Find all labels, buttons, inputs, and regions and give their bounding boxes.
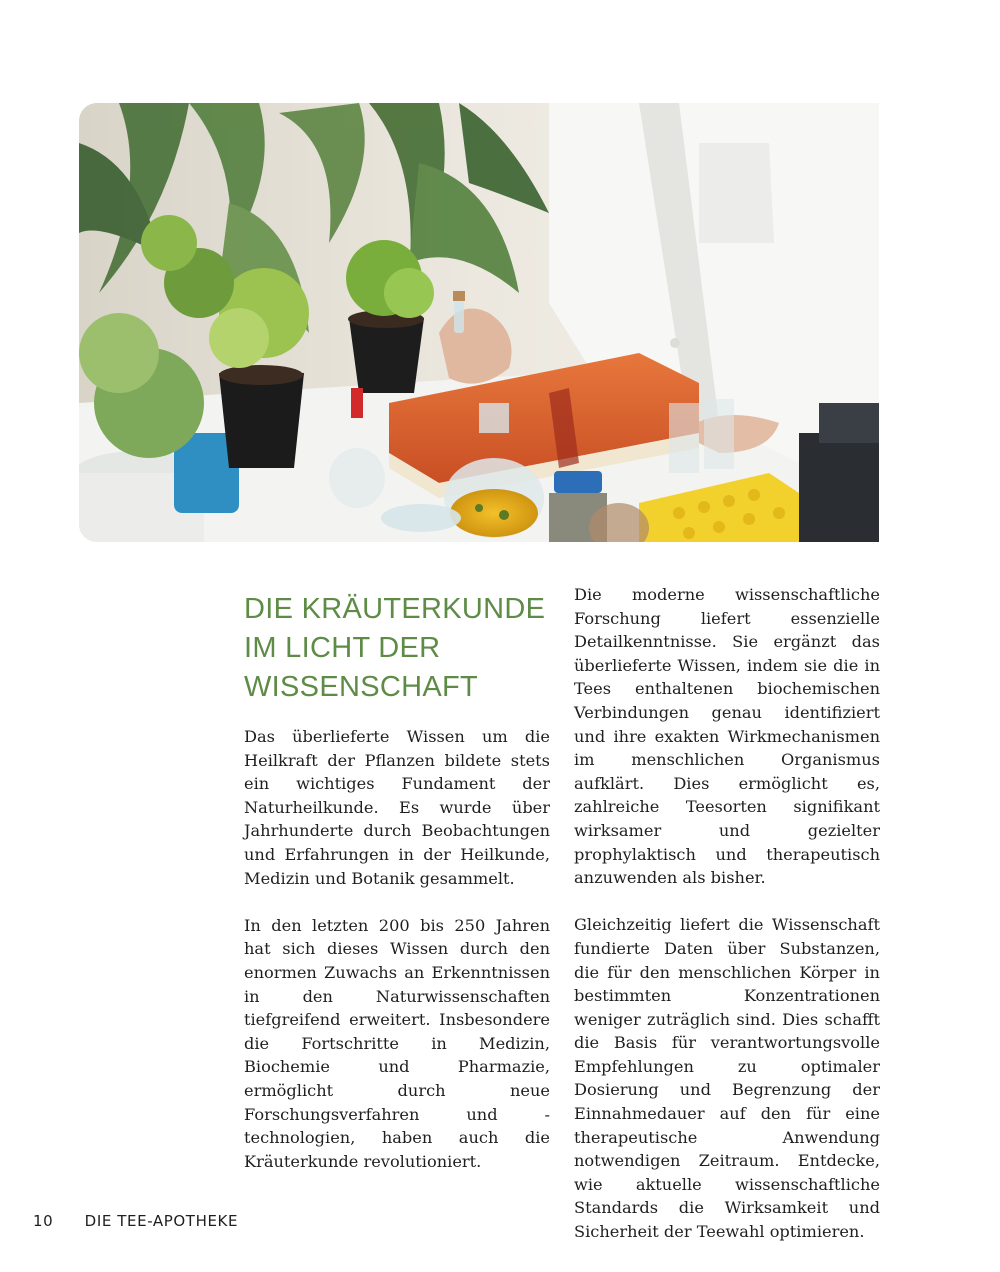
left-paragraph-1: Das überlieferte Wissen um die Heilkraft der Pflanzen bildete stets ein wichtiges Fundament der Naturheilkunde. Es wurde über Jahrhunderte durch Beobachtungen und Erfahrungen in der Heilkunde, Medizin und Botanik gesammelt. (244, 727, 550, 888)
right-paragraph-1: Die moderne wissenschaftliche Forschung liefert essenzielle Detailkenntnisse. Sie ergänzt das überlieferte Wissen, indem sie die in Tees enthaltenen biochemischen Verbindungen genau identifiziert und ihre exakten Wirkmechanismen im menschlichen Organismus aufklärt. Dies ermöglicht es, zahlreiche Teesorten signifikant wirksamer und gezielter prophylaktisch und therapeutisch anzuwenden als bisher. (574, 585, 880, 888)
book-title: DIE TEE-APOTHEKE (84, 1212, 239, 1230)
heading-line-3: WISSENSCHAFT (244, 671, 478, 703)
page-footer (33, 1212, 238, 1230)
left-text-column (244, 725, 550, 1197)
heading-line-2: IM LICHT DER (244, 632, 441, 664)
page-number: 10 (33, 1212, 54, 1230)
right-text-column (574, 583, 880, 1267)
left-paragraph-2: In den letzten 200 bis 250 Jahren hat sich dieses Wissen durch den enormen Zuwachs an Erkenntnissen in den Naturwissenschaften tiefgreifend erweitert. Insbesondere die Fortschritte in Medizin, Biochemie und Pharmazie, ermöglicht durch neue Forschungsverfahren und -technologien, haben auch die Kräuterkunde revolutioniert. (244, 915, 550, 1171)
right-paragraph-2: Gleichzeitig liefert die Wissenschaft fundierte Daten über Substanzen, die für den menschlichen Körper in bestimmten Konzentrationen weniger zuträglich sind. Dies schafft die Basis für verantwortungsvolle Empfehlungen zu optimaler Dosierung und Begrenzung der Einnahmedauer auf den für eine therapeutische Anwendung notwendigen Zeitraum. Entdecke, wie aktuelle wissenschaftliche Standards die Wirksamkeit und Sicherheit der Teewahl optimieren. (574, 915, 880, 1242)
section-heading (244, 590, 564, 707)
heading-line-1: DIE KRÄUTERKUNDE (244, 593, 546, 625)
herbal-laboratory-photo (79, 103, 879, 542)
